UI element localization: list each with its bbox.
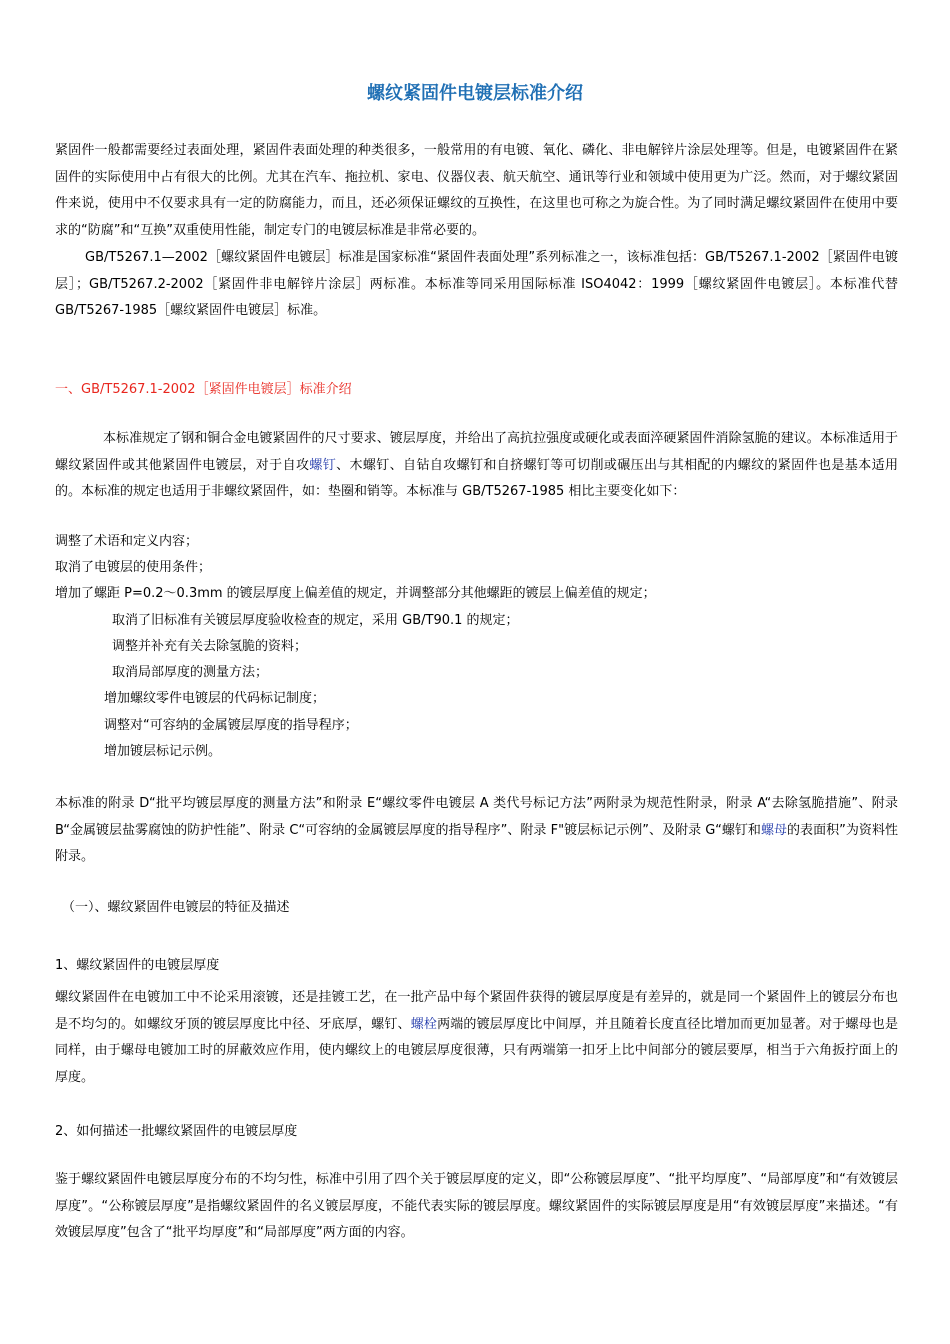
nut-link[interactable]: 螺母 (760, 822, 788, 838)
change-item: 取消了旧标准有关镀层厚度验收检查的规定，采用 GB/T90.1 的规定； (112, 613, 519, 628)
item1-paragraph (55, 985, 898, 1091)
change-item: 增加螺纹零件电镀层的代码标记制度； (104, 691, 326, 706)
change-item: 调整并补充有关去除氢脆的资料； (112, 639, 308, 654)
appendix-text-b: 的表面积”为资料性附录。 (55, 822, 898, 864)
change-item: 调整了术语和定义内容； (55, 534, 199, 549)
screw-link[interactable]: 螺钉 (309, 457, 337, 473)
section1-text-a: 本标准规定了钢和铜合金电镀紧固件的尺寸要求、镀层厚度，并给出了高抗拉强度或硬化或表面淬硬紧固件消除氢脆的建议。本标准适用于螺纹紧固件或其他紧固件电镀层，对于自攻 (55, 431, 898, 473)
item2-heading: 2、如何描述一批螺纹紧固件的电镀层厚度 (55, 1124, 298, 1139)
section1-heading: 一、GB/T5267.1-2002［紧固件电镀层］标准介绍 (55, 382, 352, 397)
change-item: 调整对“可容纳的金属镀层厚度的指导程序； (104, 718, 358, 733)
item2-paragraph: 鉴于螺纹紧固件电镀层厚度分布的不均匀性，标准中引用了四个关于镀层厚度的定义，即“公称镀层厚度”、“批平均厚度”、“局部厚度”和“有效镀层厚度”。“公称镀层厚度”是指螺纹紧固件的名义镀层厚度，不能代表实际的镀层厚度。螺纹紧固件的实际镀层厚度是用“有效镀层厚度”来描述。“有效镀层厚度”包含了“批平均厚度”和“局部厚度”两方面的内容。 (55, 1172, 898, 1240)
document-title: 螺纹紧固件电镀层标准介绍 (367, 83, 583, 105)
change-item: 增加了螺距 P=0.2～0.3mm 的镀层厚度上偏差值的规定，并调整部分其他螺距的镀层上偏差值的规定； (55, 586, 656, 601)
intro-paragraph: 紧固件一般都需要经过表面处理，紧固件表面处理的种类很多，一般常用的有电镀、氧化、磷化、非电解锌片涂层处理等。但是，电镀紧固件在紧固件的实际使用中占有很大的比例。尤其在汽车、拖拉机、家电、仪器仪表、航天航空、通讯等行业和领域中使用更为广泛。然而，对于螺纹紧固件来说，使用中不仅要求具有一定的防腐能力，而且，还必须保证螺纹的互换性，在这里也可称之为旋合性。为了同时满足螺纹紧固件在使用中要求的“防腐”和“互换”双重使用性能，制定专门的电镀层标准是非常必要的。 (55, 143, 898, 238)
change-item: 取消局部厚度的测量方法； (112, 665, 269, 680)
bolt-link[interactable]: 螺栓 (410, 1016, 438, 1032)
item1-heading: 1、螺纹紧固件的电镀层厚度 (55, 958, 220, 973)
item1-text-b: 两端的镀层厚度比中间厚，并且随着长度直径比增加而更加显著。对于螺母也是同样，由于螺母电镀加工时的屏蔽效应作用，使内螺纹上的电镀层厚度很薄，只有两端第一扣牙上比中间部分的镀层要厚，相当于六角扳拧面上的厚度。 (55, 1016, 898, 1085)
appendix-text-a: 本标准的附录 D“批平均镀层厚度的测量方法”和附录 E“螺纹零件电镀层 A 类代号标记方法”两附录为规范性附录，附录 A“去除氢脆措施”、附录 B“金属镀层盐雾腐蚀的防护性能”、附录 C“可容纳的金属镀层厚度的指导程序”、附录 F"镀层标记示例”、及附录 G“螺钉和 (55, 796, 898, 838)
section1-paragraph (55, 426, 898, 506)
standard-overview-paragraph: GB/T5267.1—2002［螺纹紧固件电镀层］标准是国家标准“紧固件表面处理”系列标准之一，该标准包括：GB/T5267.1-2002［紧固件电镀层］；GB/T5267.2-2002［紧固件非电解锌片涂层］两标准。本标准等同采用国际标准 ISO4042：1999［螺纹紧固件电镀层］。本标准代替 GB/T5267-1985［螺纹紧固件电镀层］标准。 (55, 250, 898, 318)
appendix-paragraph (55, 791, 898, 871)
item1-text-a: 螺纹紧固件在电镀加工中不论采用滚镀，还是挂镀工艺，在一批产品中每个紧固件获得的镀层厚度是有差异的，就是同一个紧固件上的镀层分布也是不均匀的。如螺纹牙顶的镀层厚度比中径、牙底厚，螺钉、 (55, 990, 898, 1032)
section1-text-b: 、木螺钉、自钻自攻螺钉和自挤螺钉等可切削或碾压出与其相配的内螺纹的紧固件也是基本适用的。本标准的规定也适用于非螺纹紧固件，如：垫圈和销等。本标准与 GB/T5267-1985 相比主要变化如下： (55, 457, 898, 499)
change-item: 增加镀层标记示例。 (104, 744, 222, 759)
subsection1-heading: （一）、螺纹紧固件电镀层的特征及描述 (62, 900, 290, 915)
change-item: 取消了电镀层的使用条件； (55, 560, 212, 575)
